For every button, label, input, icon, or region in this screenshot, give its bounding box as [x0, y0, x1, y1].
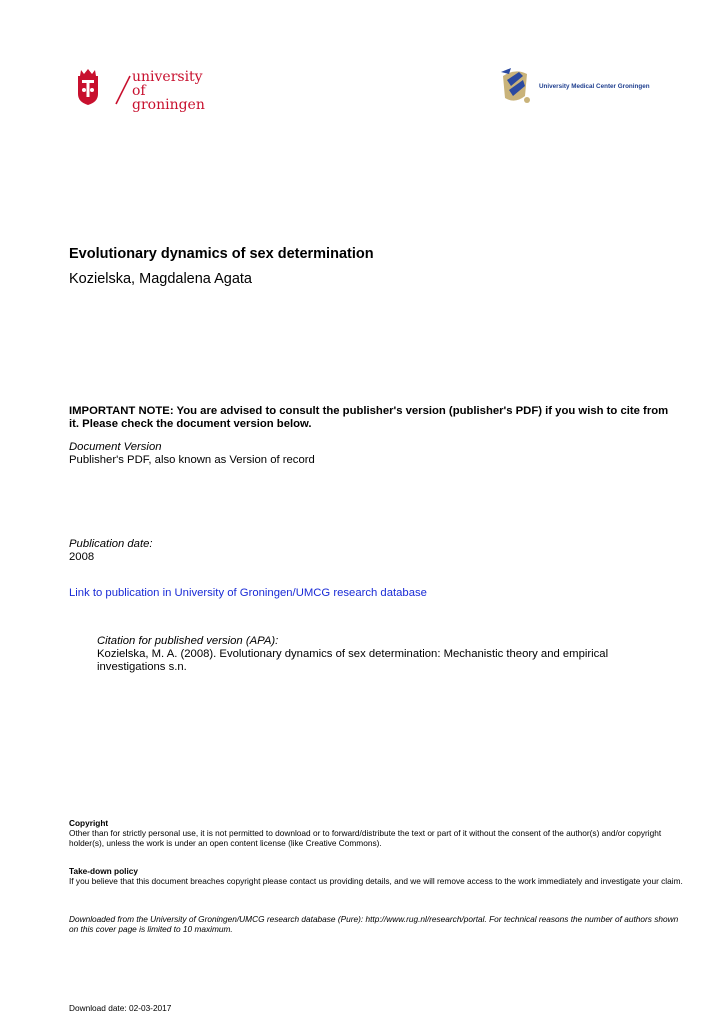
publication-date-value: 2008 [69, 551, 95, 563]
umcg-emblem-icon [497, 66, 535, 108]
document-version-label: Document Version [69, 441, 162, 453]
document-title: Evolutionary dynamics of sex determination [69, 246, 374, 262]
downloaded-from-note: Downloaded from the University of Groningen/UMCG research database (Pure): http://www.rug.nl/research/portal. For technical reasons the number of authors shown on this cover page is limited to 10 maximum. [69, 914, 679, 934]
publication-link[interactable]: Link to publication in University of Groningen/UMCG research database [69, 587, 427, 599]
university-of-groningen-logo [74, 66, 214, 113]
rug-crest-icon [74, 66, 102, 106]
download-date: Download date: 02-03-2017 [69, 1003, 172, 1013]
citation-label: Citation for published version (APA): [97, 635, 279, 647]
rug-wordmark: university of groningen [132, 69, 205, 113]
umcg-wordmark: University Medical Center Groningen [539, 83, 650, 90]
citation-value: Kozielska, M. A. (2008). Evolutionary dynamics of sex determination: Mechanistic theory and empirical investigations s.n. [97, 648, 609, 673]
copyright-text: Other than for strictly personal use, it is not permitted to download or to forward/distribute the text or part of it without the consent of the author(s) and/or copyright holder(s), unless the work is under an open content license (like Creative Commons). [69, 828, 662, 848]
document-version-value: Publisher's PDF, also known as Version of record [69, 454, 315, 466]
takedown-text: If you believe that this document breaches copyright please contact us providing details, and we will remove access to the work immediately and investigate your claim. [69, 876, 683, 886]
publication-date-label: Publication date: [69, 538, 153, 550]
umcg-logo [497, 66, 667, 110]
important-note: IMPORTANT NOTE: You are advised to consult the publisher's version (publisher's PDF) if you wish to cite from it. Please check the document version below. [69, 405, 669, 430]
takedown-heading: Take-down policy [69, 866, 138, 876]
document-author: Kozielska, Magdalena Agata [69, 271, 252, 287]
copyright-heading: Copyright [69, 818, 109, 828]
